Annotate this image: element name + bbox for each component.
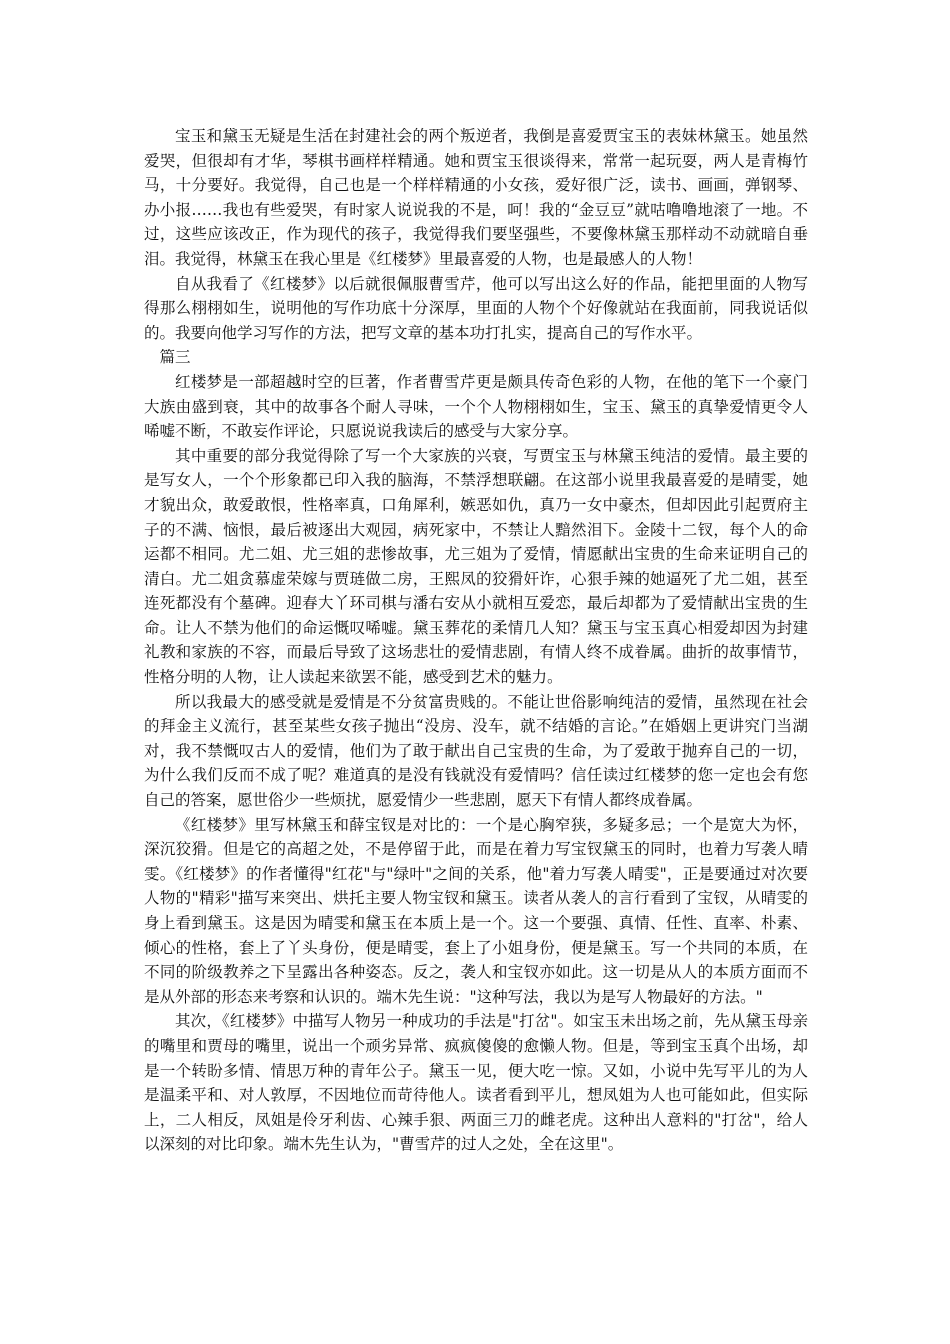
paragraph-dacha-technique: 其次，《红楼梦》中描写人物另一种成功的手法是"打岔"。如宝玉未出场之前，先从黛玉母亲的嘴里和贾母的嘴里，说出一个顽劣异常、疯疯傻傻的愈懒人物。但是，等到宝玉真个出场，却是一个转盼多情、情思万种的青年公子。黛玉一见，便大吃一惊。又如，小说中先写平儿的为人是温柔平和、对人敦厚，不因地位而苛待他人。读者看到平儿，想凤姐为人也可能如此，但实际上，二人相反，凤姐是伶牙利齿、心辣手狠、两面三刀的雌老虎。这种出人意料的"打岔"，给人以深刻的对比印象。端木先生认为，"曹雪芹的过人之处，全在这里"。 <box>144 1012 808 1154</box>
paragraph-daiyu-rebel: 宝玉和黛玉无疑是生活在封建社会的两个叛逆者，我倒是喜爱贾宝玉的表妹林黛玉。她虽然爱哭，但很却有才华，琴棋书画样样精通。她和贾宝玉很谈得来，常常一起玩耍，两人是青梅竹马，十分要好。我觉得，自己也是一个样样精通的小女孩，爱好很广泛，读书、画画，弹钢琴、办小报……我也有些爱哭，有时家人说说我的不是，呵！我的“金豆豆”就咕噜噜地滚了一地。不过，这些应该改正，作为现代的孩子，我觉得我们要坚强些，不要像林黛玉那样动不动就暗自垂泪。我觉得，林黛玉在我心里是《红楼梦》里最喜爱的人物，也是最感人的人物！ <box>144 127 808 268</box>
section-heading-part-three: 篇三 <box>159 348 191 367</box>
paragraph-contrast-technique: 《红楼梦》里写林黛玉和薛宝钗是对比的：一个是心胸窄狭，多疑多忌；一个是宽大为怀，深沉狡猾。但是它的高超之处，不是停留于此，而是在着力写宝钗黛玉的同时，也着力写袭人晴雯。《红楼梦》的作者懂得"红花"与"绿叶"之间的关系，他"着力写袭人晴雯"，正是要通过对次要人物的"精彩"描写来突出、烘托主要人物宝钗和黛玉。读者从袭人的言行看到了宝钗，从晴雯的身上看到黛玉。这是因为晴雯和黛玉在本质上是一个。这一个要强、真情、任性、直率、朴素、倾心的性格，套上了丫头身份，便是晴雯，套上了小姐身份，便是黛玉。写一个共同的本质，在不同的阶级教养之下呈露出各种姿态。反之，袭人和宝钗亦如此。这一切是从人的本质方面而不是从外部的形态来考察和认识的。端木先生说："这种写法，我以为是写人物最好的方法。" <box>144 815 808 1006</box>
document-body <box>144 124 808 1157</box>
paragraph-masterpiece-intro: 红楼梦是一部超越时空的巨著，作者曹雪芹更是颇具传奇色彩的人物，在他的笔下一个豪门大族由盛到衰，其中的故事各个耐人寻味，一个个人物栩栩如生，宝玉、黛玉的真挚爱情更令人唏嘘不断，不敢妄作评论，只愿说说我读后的感受与大家分享。 <box>144 372 808 441</box>
paragraph-admire-cao-xueqin: 自从我看了《红楼梦》以后就很佩服曹雪芹，他可以写出这么好的作品，能把里面的人物写得那么栩栩如生，说明他的写作功底十分深厚，里面的人物个个好像就站在我面前，同我说话似的。我要向他学习写作的方法，把写文章的基本功打扎实，提高自己的写作水平。 <box>144 274 808 342</box>
paragraph-love-feelings: 所以我最大的感受就是爱情是不分贫富贵贱的。不能让世俗影响纯洁的爱情，虽然现在社会的拜金主义流行，甚至某些女孩子抛出“没房、没车，就不结婚的言论。”在婚姻上更讲究门当湖对，我不禁慨叹古人的爱情，他们为了敢于献出自己宝贵的生命，为了爱敢于抛弃自己的一切，为什么我们反而不成了呢？难道真的是没有钱就没有爱情吗？信任读过红楼梦的您一定也会有您自己的答案，愿世俗少一些烦扰，愿爱情少一些悲剧，愿天下有情人都终成眷属。 <box>144 692 808 810</box>
paragraph-women-characters: 其中重要的部分我觉得除了写一个大家族的兴衰，写贾宝玉与林黛玉纯洁的爱情。最主要的是写女人，一个个形象都已印入我的脑海，不禁浮想联翩。在这部小说里我最喜爱的是晴雯，她才貌出众，敢爱敢恨，性格率真，口角犀利，嫉恶如仇，真乃一女中豪杰，但却因此引起贾府主子的不满、恼恨，最后被逐出大观园，病死家中，不禁让人黯然泪下。金陵十二钗，每个人的命运都不相同。尤二姐、尤三姐的悲惨故事，尤三姐为了爱情，情愿献出宝贵的生命来证明自己的清白。尤二姐贪慕虚荣嫁与贾琏做二房，王熙凤的狡猾奸诈，心狠手辣的她逼死了尤二姐，甚至连死都没有个墓碑。迎春大丫环司棋与潘右安从小就相互爱恋，最后却都为了爱情献出宝贵的生命。让人不禁为他们的命运慨叹唏嘘。黛玉葬花的柔情几人知？黛玉与宝玉真心相爱却因为封建礼教和家族的不容，而最后导致了这场悲壮的爱情悲剧，有情人终不成眷属。曲折的故事情节，性格分明的人物，让人读起来欲罢不能，感受到艺术的魅力。 <box>144 446 808 687</box>
